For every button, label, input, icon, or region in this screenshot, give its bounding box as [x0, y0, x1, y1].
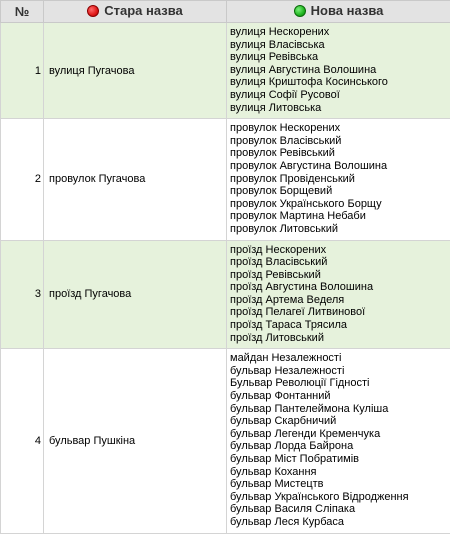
- new-name-option: вулиця Литовська: [230, 102, 450, 115]
- header-old-name: [44, 1, 227, 23]
- header-new-name-label: Нова назва: [311, 3, 384, 18]
- table-row: [1, 349, 450, 533]
- new-name-option: вулиця Власівська: [230, 39, 450, 52]
- new-name-option: проїзд Августина Волошина: [230, 281, 450, 294]
- new-name-option: бульвар Легенди Кременчука: [230, 428, 450, 441]
- new-name-option: бульвар Міст Побратимів: [230, 453, 450, 466]
- new-name-options: [227, 240, 450, 349]
- new-name-option: проїзд Пелагеї Литвинової: [230, 306, 450, 319]
- new-name-option: провулок Августина Волошина: [230, 160, 450, 173]
- new-name-option: провулок Українського Борщу: [230, 198, 450, 211]
- header-old-name-label: Стара назва: [104, 3, 183, 18]
- new-name-option: провулок Ревівський: [230, 147, 450, 160]
- old-street-name: провулок Пугачова: [44, 119, 227, 240]
- table-row: [1, 23, 450, 119]
- table-header-row: [1, 1, 450, 23]
- new-name-option: бульвар Українського Відродження: [230, 491, 450, 504]
- new-name-option: провулок Борщевий: [230, 185, 450, 198]
- new-name-option: вулиця Ревівська: [230, 51, 450, 64]
- new-name-options: [227, 119, 450, 240]
- green-circle-icon: [294, 5, 306, 17]
- new-name-option: вулиця Нескорених: [230, 26, 450, 39]
- new-name-option: проїзд Ревівський: [230, 269, 450, 282]
- new-name-option: бульвар Кохання: [230, 466, 450, 479]
- new-name-option: бульвар Незалежності: [230, 365, 450, 378]
- new-name-option: проїзд Артема Веделя: [230, 294, 450, 307]
- header-number: [1, 1, 44, 23]
- new-name-option: проїзд Власівський: [230, 256, 450, 269]
- red-circle-icon: [87, 5, 99, 17]
- new-name-option: бульвар Мистецтв: [230, 478, 450, 491]
- old-street-name: бульвар Пушкіна: [44, 349, 227, 533]
- new-name-option: бульвар Скарбничий: [230, 415, 450, 428]
- new-name-option: проїзд Тараса Трясила: [230, 319, 450, 332]
- row-number: 3: [1, 240, 44, 349]
- new-name-option: провулок Нескорених: [230, 122, 450, 135]
- new-name-option: вулиця Криштофа Косинського: [230, 76, 450, 89]
- new-name-option: проїзд Нескорених: [230, 244, 450, 257]
- new-name-option: Бульвар Революції Гідності: [230, 377, 450, 390]
- row-number: 2: [1, 119, 44, 240]
- row-number: 1: [1, 23, 44, 119]
- new-name-options: [227, 23, 450, 119]
- new-name-option: провулок Литовський: [230, 223, 450, 236]
- table-row: [1, 119, 450, 240]
- new-name-option: бульвар Лорда Байрона: [230, 440, 450, 453]
- new-name-option: провулок Власівський: [230, 135, 450, 148]
- old-street-name: проїзд Пугачова: [44, 240, 227, 349]
- row-number: 4: [1, 349, 44, 533]
- new-name-option: майдан Незалежності: [230, 352, 450, 365]
- new-name-option: бульвар Фонтанний: [230, 390, 450, 403]
- new-name-option: бульвар Леся Курбаса: [230, 516, 450, 529]
- new-name-option: провулок Мартина Небаби: [230, 210, 450, 223]
- old-street-name: вулиця Пугачова: [44, 23, 227, 119]
- table-row: [1, 240, 450, 349]
- new-name-option: провулок Провіденський: [230, 173, 450, 186]
- table-body: [1, 23, 450, 534]
- new-name-option: вулиця Августина Волошина: [230, 64, 450, 77]
- new-name-option: бульвар Василя Сліпака: [230, 503, 450, 516]
- header-number-label: №: [15, 4, 30, 19]
- header-new-name: [227, 1, 450, 23]
- new-name-options: [227, 349, 450, 533]
- new-name-option: вулиця Софії Русової: [230, 89, 450, 102]
- new-name-option: бульвар Пантелеймона Куліша: [230, 403, 450, 416]
- new-name-option: проїзд Литовський: [230, 332, 450, 345]
